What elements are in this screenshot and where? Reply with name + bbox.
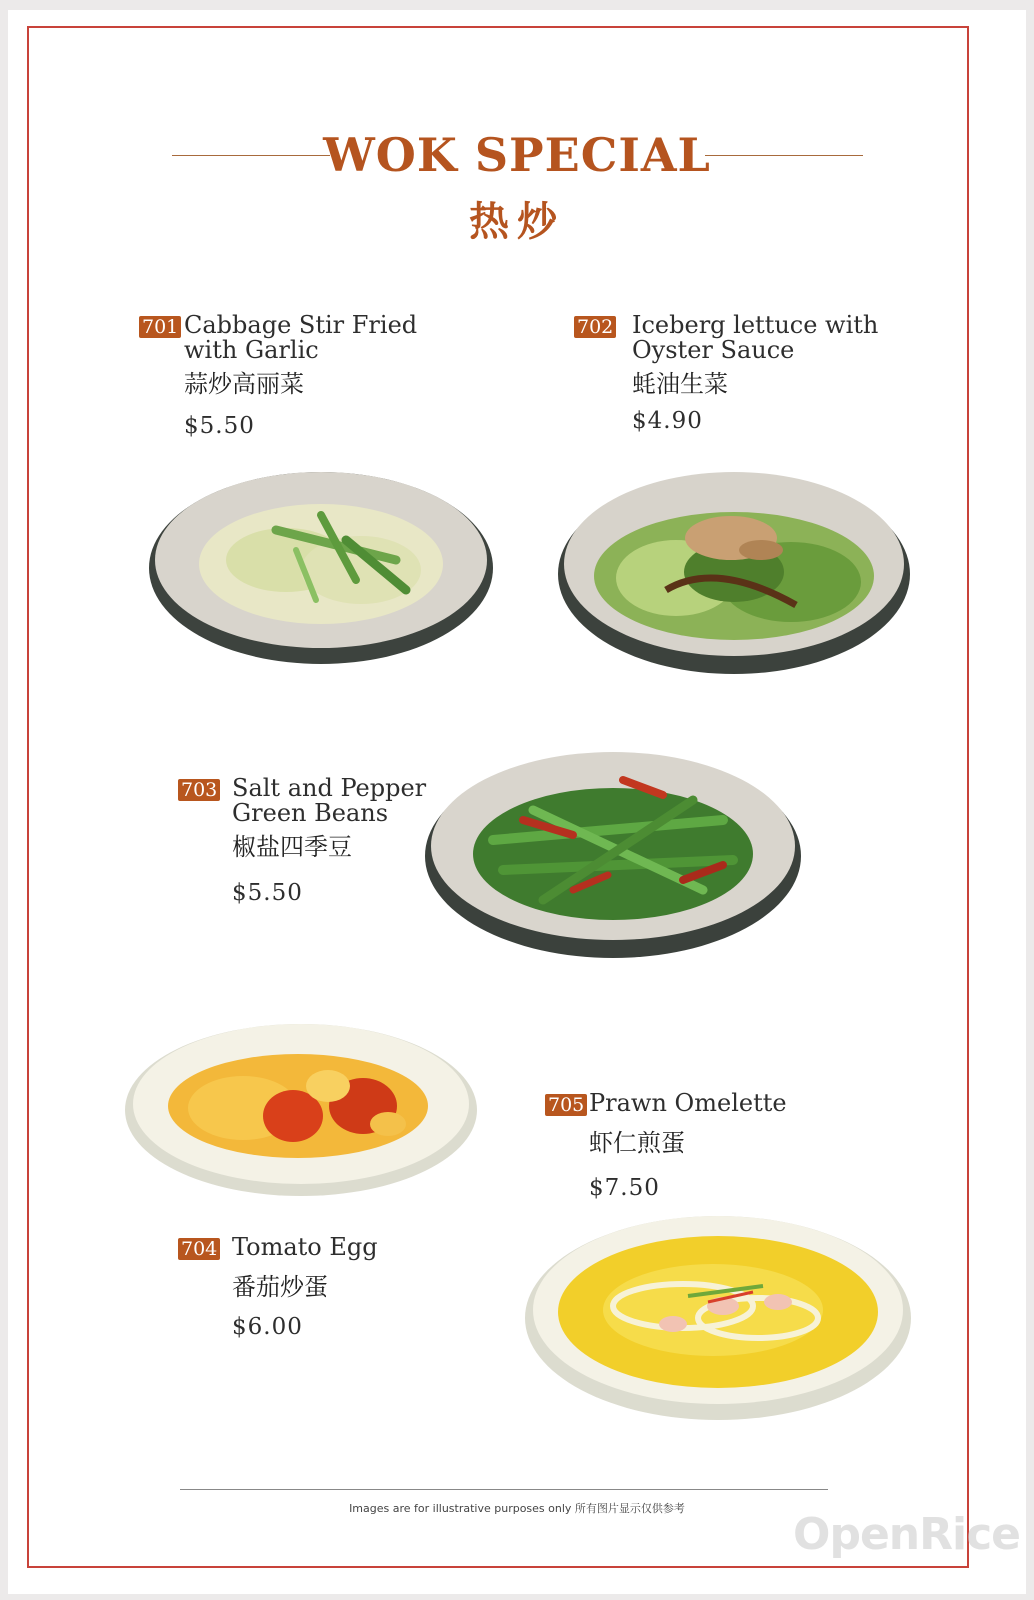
item-number-badge: 704 <box>178 1238 220 1260</box>
item-name-line-2: with Garlic <box>184 336 319 364</box>
openrice-watermark: OpenRice <box>793 1509 1020 1560</box>
item-name <box>232 1235 378 1260</box>
item-price: $6.00 <box>232 1314 303 1340</box>
dish-photo-lettuce <box>556 460 912 676</box>
item-name-chinese: 椒盐四季豆 <box>232 833 352 861</box>
item-price: $4.90 <box>632 408 703 434</box>
item-name-line-1: Tomato Egg <box>232 1233 378 1261</box>
item-name-chinese: 番茄炒蛋 <box>232 1273 328 1301</box>
item-number-badge: 701 <box>139 316 181 338</box>
section-title: WOK SPECIAL <box>323 128 711 182</box>
dish-photo-prawn-omelette <box>523 1206 913 1422</box>
item-number-badge: 705 <box>545 1094 587 1116</box>
item-name-line-1: Cabbage Stir Fried <box>184 311 418 339</box>
dish-photo-cabbage <box>146 460 496 666</box>
item-name-line-1: Iceberg lettuce with <box>632 311 879 339</box>
item-name-chinese: 蒜炒高丽菜 <box>184 370 304 398</box>
item-price: $7.50 <box>589 1175 660 1201</box>
item-name <box>184 313 417 363</box>
item-name-chinese: 虾仁煎蛋 <box>589 1129 685 1157</box>
item-number-badge: 702 <box>574 316 616 338</box>
item-price: $5.50 <box>232 880 303 906</box>
item-name-line-1: Salt and Pepper <box>232 774 427 802</box>
disclaimer-note: Images are for illustrative purposes only 所有图片显示仅供参考 <box>349 1502 685 1515</box>
item-price: $5.50 <box>184 413 255 439</box>
item-name-line-2: Green Beans <box>232 799 389 827</box>
item-name-line-1: Prawn Omelette <box>589 1089 787 1117</box>
item-name-chinese: 蚝油生菜 <box>632 370 728 398</box>
item-name-line-2: Oyster Sauce <box>632 336 795 364</box>
dish-photo-tomato-egg <box>123 1016 479 1198</box>
item-number-badge: 703 <box>178 779 220 801</box>
dish-photo-green-beans <box>423 740 803 960</box>
footer-rule <box>180 1489 828 1490</box>
section-title-chinese: 热炒 <box>469 199 565 245</box>
item-name <box>589 1091 787 1116</box>
item-name <box>232 776 426 826</box>
item-name <box>632 313 878 363</box>
